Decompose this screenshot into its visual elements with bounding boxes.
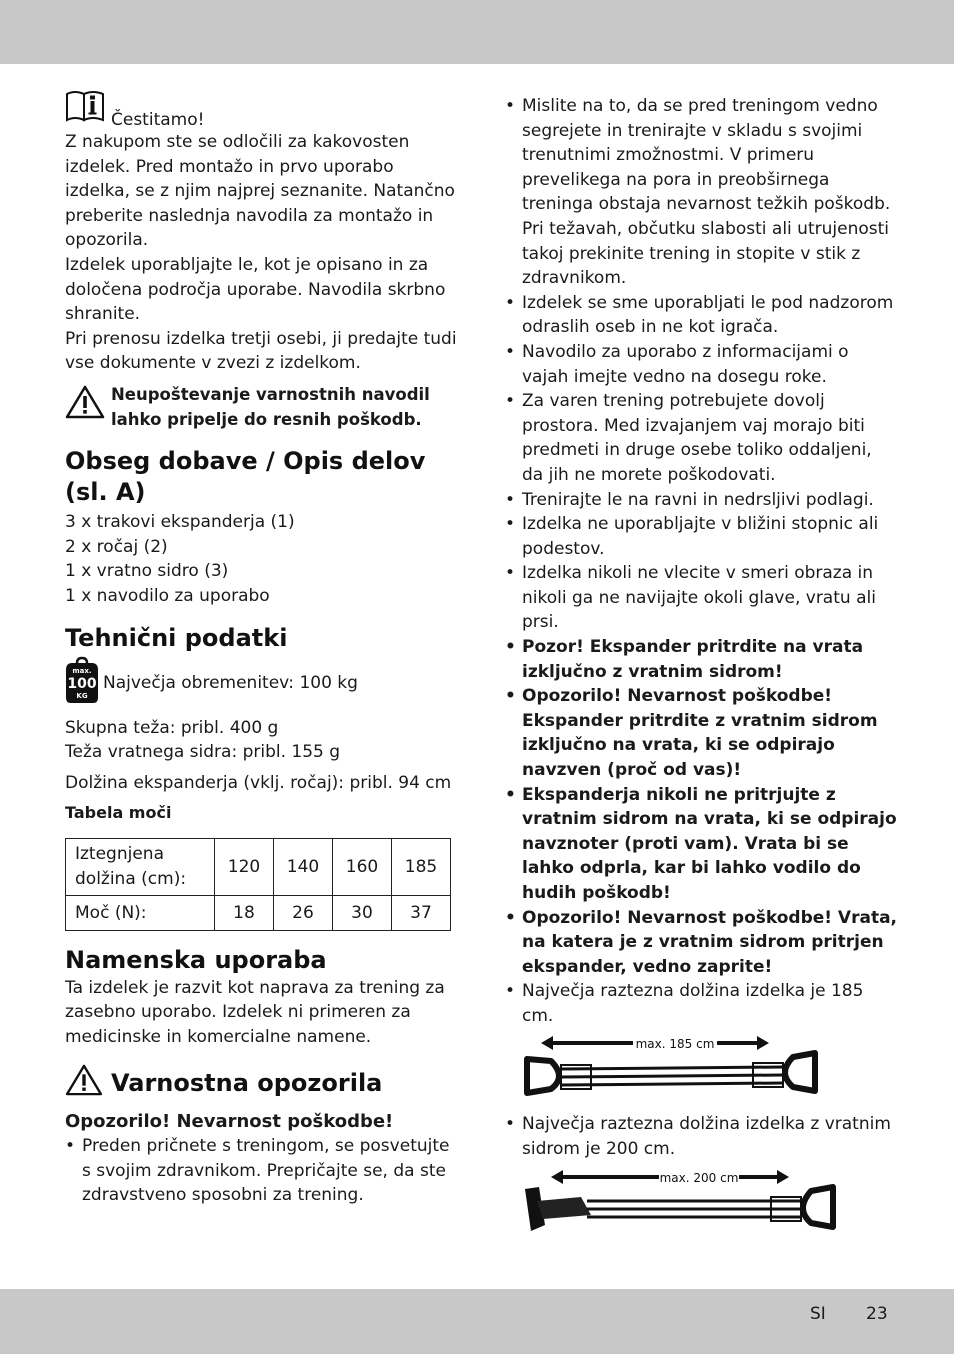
list-item: • Opozorilo! Nevarnost poškodbe! Ekspander pritrdite z vratnim sidrom izključno na vrata, ki se odpirajo navzven (proč od vas)!	[505, 684, 897, 782]
anchor-weight: Teža vratnega sidra: pribl. 155 g	[65, 742, 341, 763]
table-cell: 30	[333, 895, 392, 930]
table-cell: 185	[392, 838, 451, 895]
table-row	[66, 838, 451, 895]
table-cell: 18	[215, 895, 274, 930]
section-title-scope: Obseg dobave / Opis delov (sl. A)	[65, 447, 426, 507]
expander-200-illustration	[521, 1165, 897, 1245]
injury-warning-head: Opozorilo! Nevarnost poškodbe!	[65, 1110, 394, 1132]
list-item: • Ekspanderja nikoli ne pritrjujte z vratnim sidrom na vrata, ki se odpirajo navznoter (proti vam). Vrata bi se lahko odprla, kar bi lahko vodilo do hudih poškodb!	[505, 783, 897, 906]
total-weight: Skupna teža: pribl. 400 g	[65, 717, 279, 738]
intended-use-text: Ta izdelek je razvit kot naprava za trening za zasebno uporabo. Izdelek ni primeren za medicinske in komercialne namene.	[65, 977, 445, 1048]
fig-label-200: max. 200 cm	[659, 1171, 739, 1186]
list-item: • Navodilo za uporabo z informacijami o vajah imejte vedno na dosegu roke.	[505, 340, 897, 389]
list-item: • Izdelka ne uporabljajte v bližini stopnic ali podestov.	[505, 512, 897, 561]
intro-paragraph: Izdelek uporabljajte le, kot je opisano in za določena področja uporabe. Navodila skrbno shranite.	[65, 254, 446, 325]
intro-paragraph: Z nakupom ste se odločili za kakovosten izdelek. Pred montažo in prvo uporabo izdelka, se z njim najprej seznanite. Natančno preberite naslednja navodila za montažo in opozorila.	[65, 132, 455, 251]
table-cell: 140	[274, 838, 333, 895]
max-load-text: Največja obremenitev: 100 kg	[103, 673, 358, 694]
max-length-anchor	[505, 1112, 897, 1161]
list-item: • Pozor! Ekspander pritrdite na vrata izključno z vratnim sidrom!	[505, 635, 897, 684]
safety-title-text: Varnostna opozorila	[111, 1069, 383, 1098]
section-title-tech: Tehnični podatki	[65, 623, 288, 652]
fig-label-185: max. 185 cm	[635, 1036, 715, 1051]
table-cell: 120	[215, 838, 274, 895]
list-item: 3 x trakovi ekspanderja (1)	[65, 512, 295, 533]
warning-triangle-icon	[65, 1064, 103, 1104]
weight-icon-unit: KG	[76, 691, 88, 700]
scope-list	[65, 510, 457, 608]
expander-length: Dolžina ekspanderja (vklj. ročaj): pribl. 94 cm	[65, 772, 452, 793]
table-title: Tabela moči	[65, 803, 172, 823]
safety-list-right	[505, 94, 897, 1029]
table-cell: 37	[392, 895, 451, 930]
list-item: • Trenirajte le na ravni in nedrsljivi podlagi.	[505, 488, 897, 513]
left-column	[65, 96, 457, 1208]
expander-185-illustration	[521, 1033, 897, 1105]
force-table	[65, 838, 451, 931]
intro-paragraph: Pri prenosu izdelka tretji osebi, ji predajte tudi vse dokumente v zvezi z izdelkom.	[65, 328, 457, 374]
safety-list-left	[65, 1134, 457, 1208]
list-item: • Mislite na to, da se pred treningom vedno segrejete in trenirajte v skladu s svojimi trenutnimi zmožnostmi. V primeru prevelikega na pora in preobširnega treninga obstaja nevarnost težkih poškodb. Pri težavah, občutku slabosti ali utrujenosti takoj prekinite trening in stopite v stik z zdravnikom.	[505, 94, 897, 291]
table-cell: 26	[274, 895, 333, 930]
page-number: 23	[866, 1304, 888, 1324]
safety-warning-note	[65, 383, 457, 432]
section-title-safety	[65, 1064, 457, 1104]
list-item: • Preden pričnete s treningom, se posvetujte s svojim zdravnikom. Prepričajte se, da ste zdravstveno sposobni za trening.	[65, 1134, 457, 1208]
language-code: SI	[810, 1304, 826, 1324]
list-item: • Največja raztezna dolžina izdelka je 185 cm.	[505, 979, 897, 1028]
table-cell: 160	[333, 838, 392, 895]
right-column	[505, 94, 897, 1253]
intro-header	[65, 96, 457, 130]
list-item: • Opozorilo! Nevarnost poškodbe! Vrata, na katera je z vratnim sidrom pritrjen ekspander, vedno zaprite!	[505, 906, 897, 980]
table-row	[66, 895, 451, 930]
congrats-text: Čestitamo!	[111, 110, 205, 130]
max-load-row	[65, 660, 457, 708]
header-bar	[0, 0, 954, 64]
weight-icon	[65, 656, 99, 712]
list-item: 1 x navodilo za uporabo	[65, 585, 270, 606]
manual-info-icon	[65, 90, 105, 130]
list-item: • Izdelka nikoli ne vlecite v smeri obraza in nikoli ga ne navijajte okoli glave, vratu ali prsi.	[505, 561, 897, 635]
list-item: 2 x ročaj (2)	[65, 536, 168, 557]
list-item: 1 x vratno sidro (3)	[65, 561, 229, 582]
table-cell-label: Iztegnjena dolžina (cm):	[66, 838, 215, 895]
list-item: • Največja raztezna dolžina izdelka z vratnim sidrom je 200 cm.	[505, 1112, 897, 1161]
warning-triangle-icon	[65, 383, 105, 427]
section-title-intended-use: Namenska uporaba	[65, 945, 327, 974]
weight-icon-top: max.	[72, 666, 92, 675]
list-item: • Za varen trening potrebujete dovolj prostora. Med izvajanjem vaj morajo biti predmeti in druge osebe toliko oddaljeni, da jih ne morete poškodovati.	[505, 389, 897, 487]
list-item: • Izdelek se sme uporabljati le pod nadzorom odraslih oseb in ne kot igrača.	[505, 291, 897, 340]
weight-icon-value: 100	[67, 675, 97, 692]
table-cell-label: Moč (N):	[66, 895, 215, 930]
warning-text: Neupoštevanje varnostnih navodil lahko pripelje do resnih poškodb.	[111, 384, 430, 429]
